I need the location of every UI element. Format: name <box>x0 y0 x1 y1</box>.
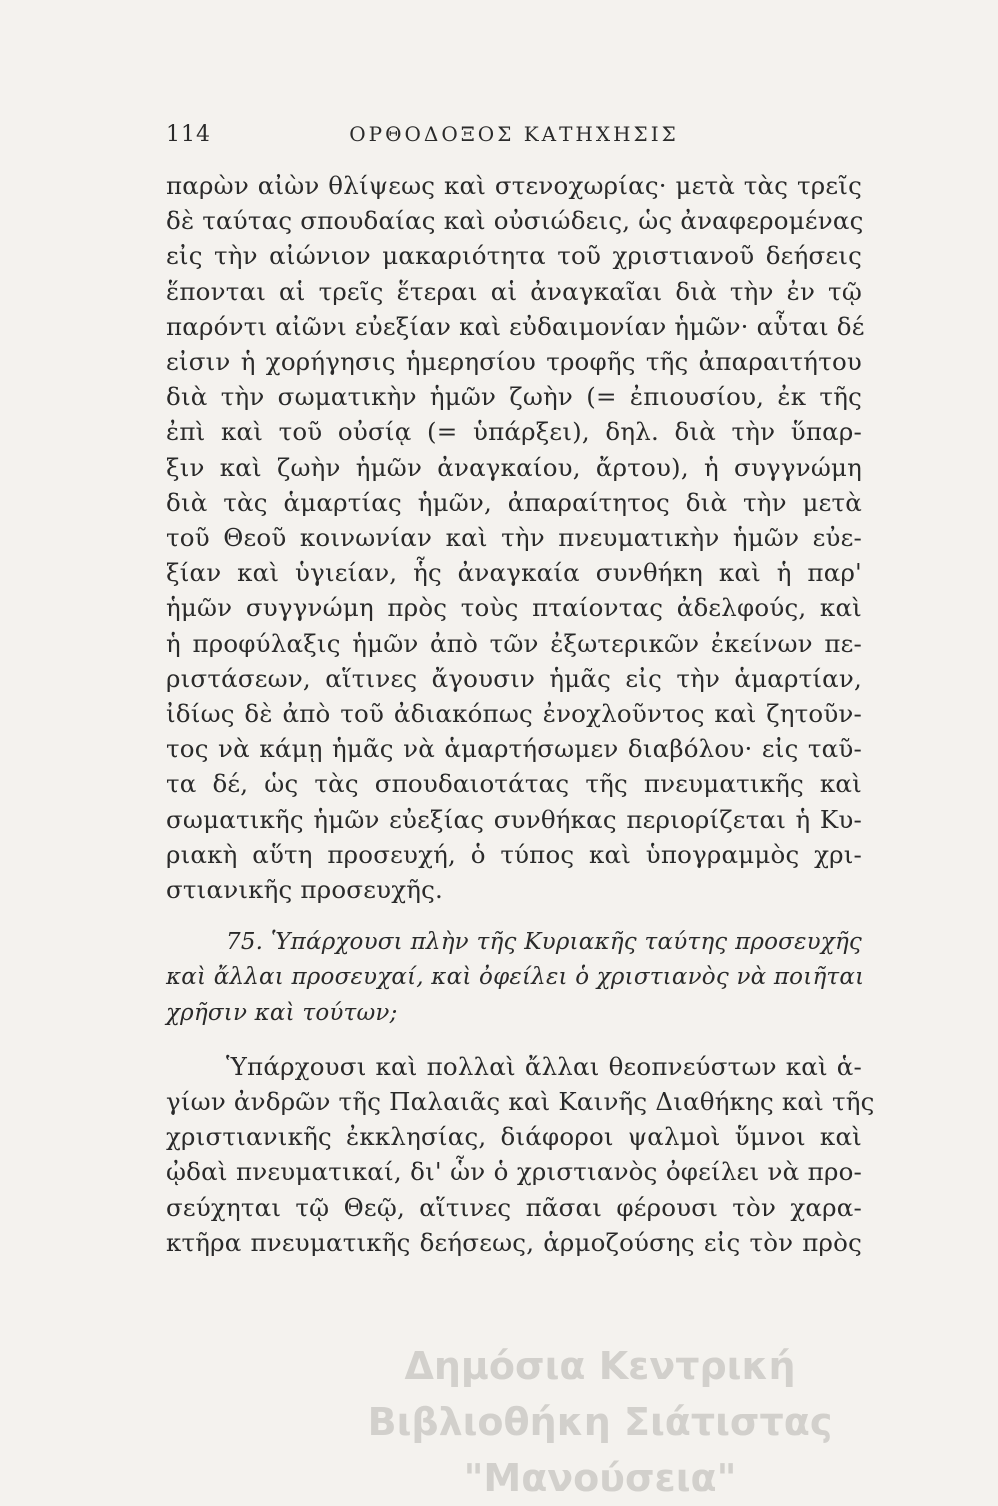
running-title: ΟΡΘΟΔΟΞΟΣ ΚΑΤΗΧΗΣΙΣ <box>349 122 679 146</box>
watermark-line: Δημόσια Κεντρική <box>404 1344 796 1388</box>
page-number: 114 <box>166 122 211 147</box>
text-line: ἐπὶ καὶ τοῦ οὐσίᾳ (= ὑπάρξει), δηλ. διὰ τὴν ὕπαρ- <box>166 417 862 447</box>
question-line: καὶ ἄλλαι προσευχαί, καὶ ὀφείλει ὁ χριστιανὸς νὰ ποιῆται <box>166 964 865 991</box>
paragraph-1 <box>166 168 865 907</box>
text-line: τοῦ Θεοῦ κοινωνίαν καὶ τὴν πνευματικὴν ἡμῶν εὐε- <box>166 523 862 553</box>
body-text <box>166 168 875 1260</box>
answer-75 <box>166 1049 875 1260</box>
question-line: 75. Ὑπάρχουσι πλὴν τῆς Κυριακῆς ταύτης προσευχῆς <box>226 929 862 956</box>
text-line: σωματικῆς ἡμῶν εὐεξίας συνθήκας περιορίζεται ἡ Κυ- <box>166 804 862 834</box>
text-line: δὲ ταύτας σπουδαίας καὶ οὐσιώδεις, ὡς ἀναφερομένας <box>166 206 864 236</box>
question-line: χρῆσιν καὶ τούτων; <box>166 999 398 1026</box>
text-line: τα δέ, ὡς τὰς σπουδαιοτάτας τῆς πνευματικῆς καὶ <box>166 769 862 799</box>
paragraph-gap <box>166 907 862 925</box>
text-line: ριστάσεων, αἵτινες ἄγουσιν ἡμᾶς εἰς τὴν ἁμαρτίαν, <box>166 663 862 693</box>
text-line: ἕπονται αἱ τρεῖς ἕτεραι αἱ ἀναγκαῖαι διὰ τὴν ἐν τῷ <box>166 276 862 306</box>
text-line: εἰσιν ἡ χορήγησις ἡμερησίου τροφῆς τῆς ἀπαραιτήτου <box>166 347 862 377</box>
text-line: τος νὰ κάμῃ ἡμᾶς νὰ ἁμαρτήσωμεν διαβόλου· εἰς ταῦ- <box>166 734 862 764</box>
text-line: ξίαν καὶ ὑγιείαν, ἧς ἀναγκαία συνθήκη καὶ ἡ παρ' <box>166 558 862 588</box>
question-75 <box>166 925 865 1031</box>
library-watermark <box>230 1338 970 1506</box>
text-line: ἡμῶν συγγνώμη πρὸς τοὺς πταίοντας ἀδελφούς, καὶ <box>166 593 862 623</box>
text-line: διὰ τὴν σωματικὴν ἡμῶν ζωὴν (= ἐπιουσίου, ἐκ τῆς <box>166 382 862 412</box>
text-line: παρόντι αἰῶνι εὐεξίαν καὶ εὐδαιμονίαν ἡμῶν· αὗται δέ <box>166 311 865 341</box>
text-line: σεύχηται τῷ Θεῷ, αἵτινες πᾶσαι φέρουσι τὸν χαρα- <box>166 1192 862 1222</box>
text-line: εἰς τὴν αἰώνιον μακαριότητα τοῦ χριστιανοῦ δεήσεις <box>166 241 862 271</box>
text-line: παρὼν αἰὼν θλίψεως καὶ στενοχωρίας· μετὰ τὰς τρεῖς <box>166 171 862 200</box>
text-line: ξιν καὶ ζωὴν ἡμῶν ἀναγκαίου, ἄρτου), ἡ συγγνώμη <box>166 452 862 482</box>
text-line: χριστιανικῆς ἐκκλησίας, διάφοροι ψαλμοὶ ὕμνοι καὶ <box>166 1122 862 1152</box>
paragraph-gap <box>166 1031 862 1049</box>
text-line: Ὑπάρχουσι καὶ πολλαὶ ἄλλαι θεοπνεύστων καὶ ἁ- <box>226 1051 862 1081</box>
page-header <box>166 122 862 156</box>
text-line: ριακὴ αὕτη προσευχή, ὁ τύπος καὶ ὑπογραμμὸς χρι- <box>166 839 862 869</box>
text-line: ἰδίως δὲ ἀπὸ τοῦ ἀδιακόπως ἐνοχλοῦντος καὶ ζητοῦν- <box>166 699 862 729</box>
text-line: διὰ τὰς ἁμαρτίας ἡμῶν, ἀπαραίτητος διὰ τὴν μετὰ <box>166 487 862 517</box>
text-line: κτῆρα πνευματικῆς δεήσεως, ἁρμοζούσης εἰς τὸν πρὸς <box>166 1227 862 1257</box>
text-line: ᾠδαὶ πνευματικαί, δι' ὧν ὁ χριστιανὸς ὀφείλει νὰ προ- <box>166 1157 862 1187</box>
watermark-line: Βιβλιοθήκη Σιάτιστας "Μανούσεια" <box>367 1400 833 1500</box>
text-line: ἡ προφύλαξις ἡμῶν ἀπὸ τῶν ἐξωτερικῶν ἐκείνων πε- <box>166 628 862 658</box>
text-line: στιανικῆς προσευχῆς. <box>166 875 444 905</box>
text-line: γίων ἀνδρῶν τῆς Παλαιᾶς καὶ Καινῆς Διαθήκης καὶ τῆς <box>166 1087 875 1117</box>
